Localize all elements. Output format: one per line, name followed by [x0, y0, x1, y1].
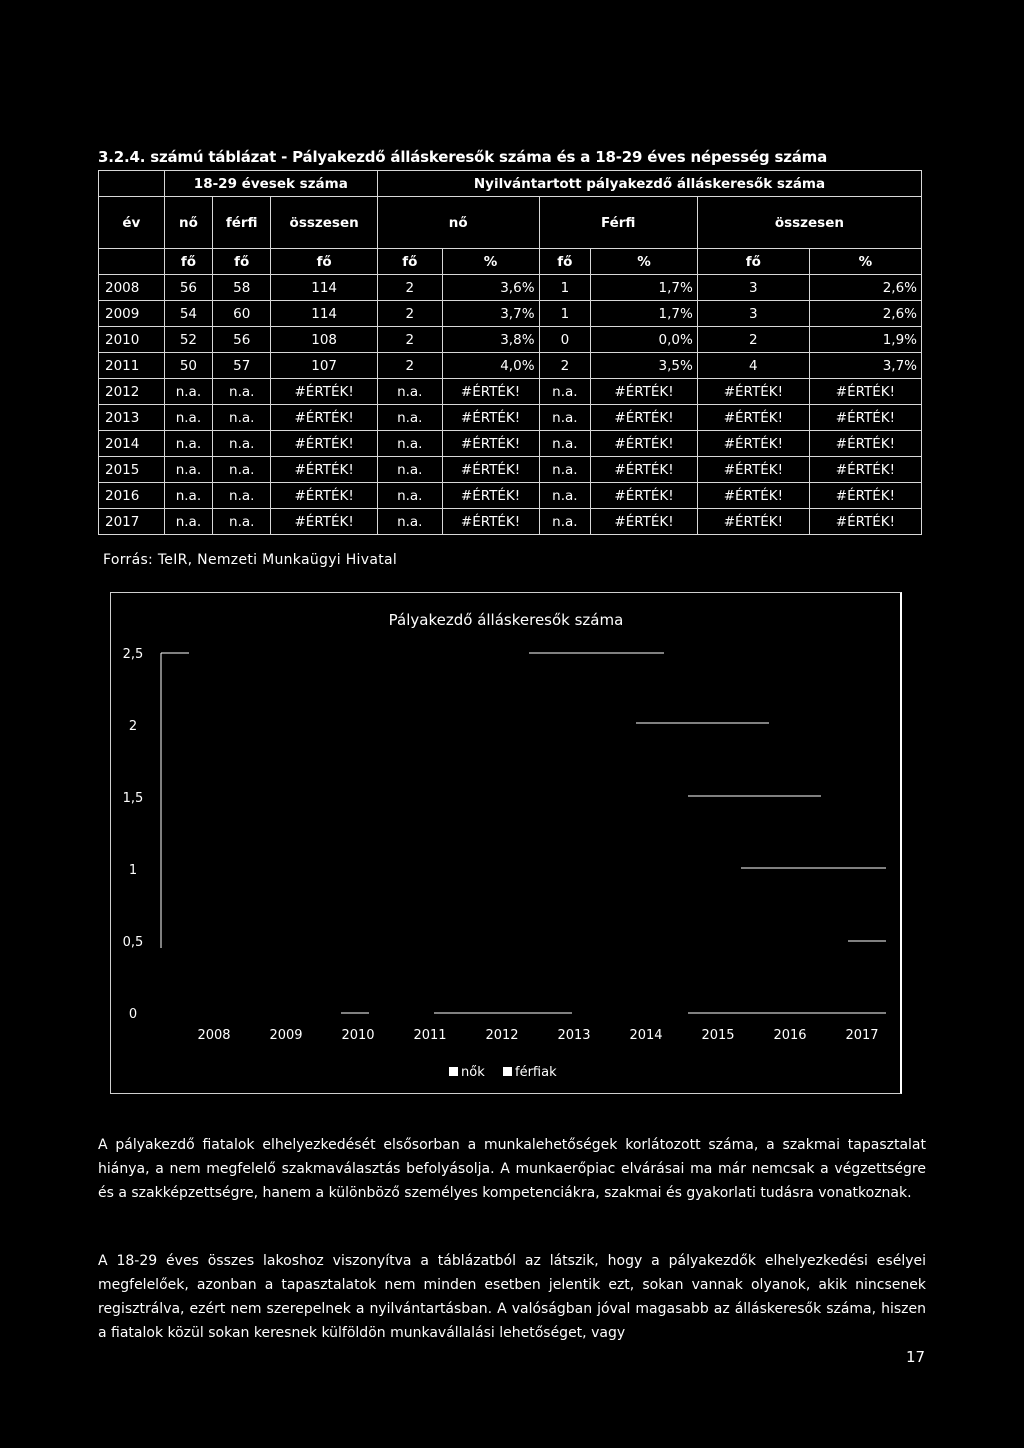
table-cell: 4,0%	[442, 353, 539, 379]
table-row	[99, 431, 922, 457]
table-cell: #ÉRTÉK!	[442, 509, 539, 535]
table-cell: #ÉRTÉK!	[271, 405, 378, 431]
table-cell: n.a.	[164, 483, 212, 509]
table-cell: 3,6%	[442, 275, 539, 301]
table-cell: n.a.	[164, 457, 212, 483]
table-row	[99, 457, 922, 483]
table-cell: 2	[539, 353, 591, 379]
table-cell: #ÉRTÉK!	[591, 509, 698, 535]
table-cell: 56	[164, 275, 212, 301]
table-cell: #ÉRTÉK!	[442, 457, 539, 483]
table-cell: 2	[377, 353, 442, 379]
page-number: 17	[906, 1348, 926, 1366]
x-tick-label: 2009	[269, 1028, 303, 1043]
paragraph: A pályakezdő fiatalok elhelyezkedését elsősorban a munkalehetőségek korlátozott száma, a szakmai tapasztalat hiánya, a nem megfelelő szakmaválasztás befolyásolja. A munkaerőpiac elvárásai ma már nemcsak a végzettségre és a szakképzettségre, hanem a különböző személyes kompetenciákra, szakmai és gyakorlati tudásra vonatkoznak.	[98, 1137, 926, 1201]
bar	[321, 725, 344, 1013]
y-tick-label: 1,5	[122, 791, 144, 806]
unit-header: fő	[697, 249, 809, 275]
y-tick-label: 2	[128, 719, 138, 734]
table-cell: 3	[697, 275, 809, 301]
unit-header: %	[442, 249, 539, 275]
table-cell: #ÉRTÉK!	[591, 379, 698, 405]
table-cell: 3	[697, 301, 809, 327]
table-cell: n.a.	[377, 431, 442, 457]
table-cell: #ÉRTÉK!	[809, 509, 921, 535]
unit-header: fő	[213, 249, 271, 275]
year-cell: 2013	[99, 405, 165, 431]
group-header-population: 18-29 évesek száma	[164, 171, 377, 197]
table-cell: #ÉRTÉK!	[697, 431, 809, 457]
table-cell: n.a.	[164, 431, 212, 457]
table-cell: n.a.	[539, 483, 591, 509]
table-cell: 1	[539, 275, 591, 301]
table-cell: 56	[213, 327, 271, 353]
x-tick-label: 2017	[845, 1028, 879, 1043]
chart-canvas	[111, 593, 901, 1093]
header-jobseeker-men: Férfi	[539, 197, 697, 249]
paragraph: A 18-29 éves összes lakoshoz viszonyítva a táblázatból az látszik, hogy a pályakezdők elhelyezkedési esélyei megfelelőek, azonban a tapasztalatok nem minden esetben jelentik ezt, sokan vannak olyanok, akik nincsenek regisztrálva, ezért nem szerepelnek a nyilvántartásban. A valóságban jóval magasabb az álláskeresők száma, hiszen a fiatalok közül sokan keresnek külföldön munkavállalási lehetőséget, vagy	[98, 1253, 926, 1341]
x-tick-label: 2008	[197, 1028, 231, 1043]
bar	[418, 725, 441, 1013]
group-header-jobseekers: Nyilvántartott pályakezdő álláskeresők száma	[377, 171, 921, 197]
x-tick-label: 2015	[701, 1028, 735, 1043]
year-cell: 2009	[99, 301, 165, 327]
table-cell: #ÉRTÉK!	[271, 509, 378, 535]
table-cell: 0	[539, 327, 591, 353]
table-cell: 1,7%	[591, 275, 698, 301]
x-tick-label: 2010	[341, 1028, 375, 1043]
chart-title: Pályakezdő álláskeresők száma	[388, 611, 624, 629]
table-cell: n.a.	[377, 483, 442, 509]
table-cell: n.a.	[164, 405, 212, 431]
table-cell: 3,5%	[591, 353, 698, 379]
data-table	[98, 170, 922, 535]
unit-header: %	[809, 249, 921, 275]
header-year: év	[99, 197, 165, 249]
table-cell: 0,0%	[591, 327, 698, 353]
table-cell: 2	[377, 327, 442, 353]
y-tick-label: 1	[128, 863, 138, 878]
y-tick-label: 0,5	[122, 935, 144, 950]
table-cell: n.a.	[377, 379, 442, 405]
table-cell: #ÉRTÉK!	[809, 431, 921, 457]
unit-header: fő	[377, 249, 442, 275]
x-tick-label: 2016	[773, 1028, 807, 1043]
table-cell: 2	[377, 275, 442, 301]
table-cell: 2	[377, 301, 442, 327]
bar	[177, 725, 200, 1013]
year-cell: 2011	[99, 353, 165, 379]
table-cell: #ÉRTÉK!	[271, 379, 378, 405]
year-cell: 2010	[99, 327, 165, 353]
table-cell: 58	[213, 275, 271, 301]
header-blank	[99, 171, 165, 197]
table-cell: 3,7%	[442, 301, 539, 327]
year-cell: 2016	[99, 483, 165, 509]
year-cell: 2014	[99, 431, 165, 457]
table-cell: 57	[213, 353, 271, 379]
unit-header: fő	[539, 249, 591, 275]
x-tick-label: 2011	[413, 1028, 447, 1043]
legend-swatch	[449, 1067, 458, 1076]
table-cell: #ÉRTÉK!	[809, 457, 921, 483]
x-tick-label: 2014	[629, 1028, 663, 1043]
table-cell: #ÉRTÉK!	[591, 405, 698, 431]
legend-label: férfiak	[515, 1065, 557, 1080]
table-row	[99, 509, 922, 535]
table-cell: 60	[213, 301, 271, 327]
table-cell: 54	[164, 301, 212, 327]
table-cell: 2	[697, 327, 809, 353]
x-tick-label: 2013	[557, 1028, 591, 1043]
table-cell: n.a.	[539, 509, 591, 535]
table-cell: n.a.	[213, 509, 271, 535]
table-cell: 1,7%	[591, 301, 698, 327]
bar	[249, 725, 272, 1013]
source-note: Forrás: TeIR, Nemzeti Munkaügyi Hivatal	[103, 552, 398, 568]
header-jobseeker-total: összesen	[697, 197, 921, 249]
x-tick-label: 2012	[485, 1028, 519, 1043]
table-cell: 2,6%	[809, 275, 921, 301]
table-cell: n.a.	[539, 431, 591, 457]
table-cell: 3,7%	[809, 353, 921, 379]
year-cell: 2008	[99, 275, 165, 301]
table-row	[99, 327, 922, 353]
table-cell: n.a.	[213, 483, 271, 509]
y-tick-label: 2,5	[122, 647, 144, 662]
year-cell: 2017	[99, 509, 165, 535]
bar	[202, 869, 225, 1013]
table-cell: 52	[164, 327, 212, 353]
table-cell: #ÉRTÉK!	[271, 431, 378, 457]
table-cell: #ÉRTÉK!	[591, 483, 698, 509]
unit-header: fő	[164, 249, 212, 275]
bar	[393, 725, 416, 1013]
table-cell: 4	[697, 353, 809, 379]
table-cell: #ÉRTÉK!	[442, 405, 539, 431]
header-jobseeker-women: nő	[377, 197, 539, 249]
table-cell: n.a.	[213, 405, 271, 431]
table-row	[99, 483, 922, 509]
table-cell: 1	[539, 301, 591, 327]
table-cell: n.a.	[213, 379, 271, 405]
year-cell: 2015	[99, 457, 165, 483]
y-tick-label: 0	[128, 1007, 138, 1022]
table-cell: n.a.	[377, 457, 442, 483]
chart	[110, 592, 902, 1094]
table-cell: #ÉRTÉK!	[697, 405, 809, 431]
table-cell: 1,9%	[809, 327, 921, 353]
table-cell: #ÉRTÉK!	[697, 457, 809, 483]
table-row	[99, 379, 922, 405]
table-cell: n.a.	[164, 379, 212, 405]
table-cell: #ÉRTÉK!	[442, 379, 539, 405]
header-women: nő	[164, 197, 212, 249]
table-cell: n.a.	[213, 431, 271, 457]
table-cell: 114	[271, 275, 378, 301]
table-cell: #ÉRTÉK!	[697, 379, 809, 405]
table-cell: #ÉRTÉK!	[809, 379, 921, 405]
table-cell: n.a.	[377, 509, 442, 535]
table-cell: 108	[271, 327, 378, 353]
unit-header: %	[591, 249, 698, 275]
table-cell: n.a.	[539, 457, 591, 483]
table-row	[99, 405, 922, 431]
table-cell: 114	[271, 301, 378, 327]
table-cell: #ÉRTÉK!	[809, 405, 921, 431]
legend-label: nők	[461, 1065, 485, 1080]
table-cell: n.a.	[539, 379, 591, 405]
table-cell: #ÉRTÉK!	[271, 483, 378, 509]
header-men: férfi	[213, 197, 271, 249]
table-cell: #ÉRTÉK!	[809, 483, 921, 509]
table-row	[99, 353, 922, 379]
table-cell: 2,6%	[809, 301, 921, 327]
table-cell: n.a.	[539, 405, 591, 431]
table-caption: 3.2.4. számú táblázat - Pályakezdő álláskeresők száma és a 18-29 éves népesség száma	[98, 148, 828, 166]
unit-header: fő	[271, 249, 378, 275]
table-cell: 107	[271, 353, 378, 379]
legend-swatch	[503, 1067, 512, 1076]
header-unit-blank	[99, 249, 165, 275]
table-cell: #ÉRTÉK!	[442, 431, 539, 457]
table-cell: #ÉRTÉK!	[271, 457, 378, 483]
table-cell: #ÉRTÉK!	[591, 431, 698, 457]
header-total: összesen	[271, 197, 378, 249]
table-cell: n.a.	[377, 405, 442, 431]
table-cell: 3,8%	[442, 327, 539, 353]
year-cell: 2012	[99, 379, 165, 405]
table-cell: #ÉRTÉK!	[697, 483, 809, 509]
bar	[274, 869, 297, 1013]
table-body	[99, 275, 922, 535]
table-cell: #ÉRTÉK!	[591, 457, 698, 483]
table-cell: 50	[164, 353, 212, 379]
table-cell: #ÉRTÉK!	[442, 483, 539, 509]
table-cell: n.a.	[213, 457, 271, 483]
table-row	[99, 301, 922, 327]
table-cell: n.a.	[164, 509, 212, 535]
table-cell: #ÉRTÉK!	[697, 509, 809, 535]
table-row	[99, 275, 922, 301]
